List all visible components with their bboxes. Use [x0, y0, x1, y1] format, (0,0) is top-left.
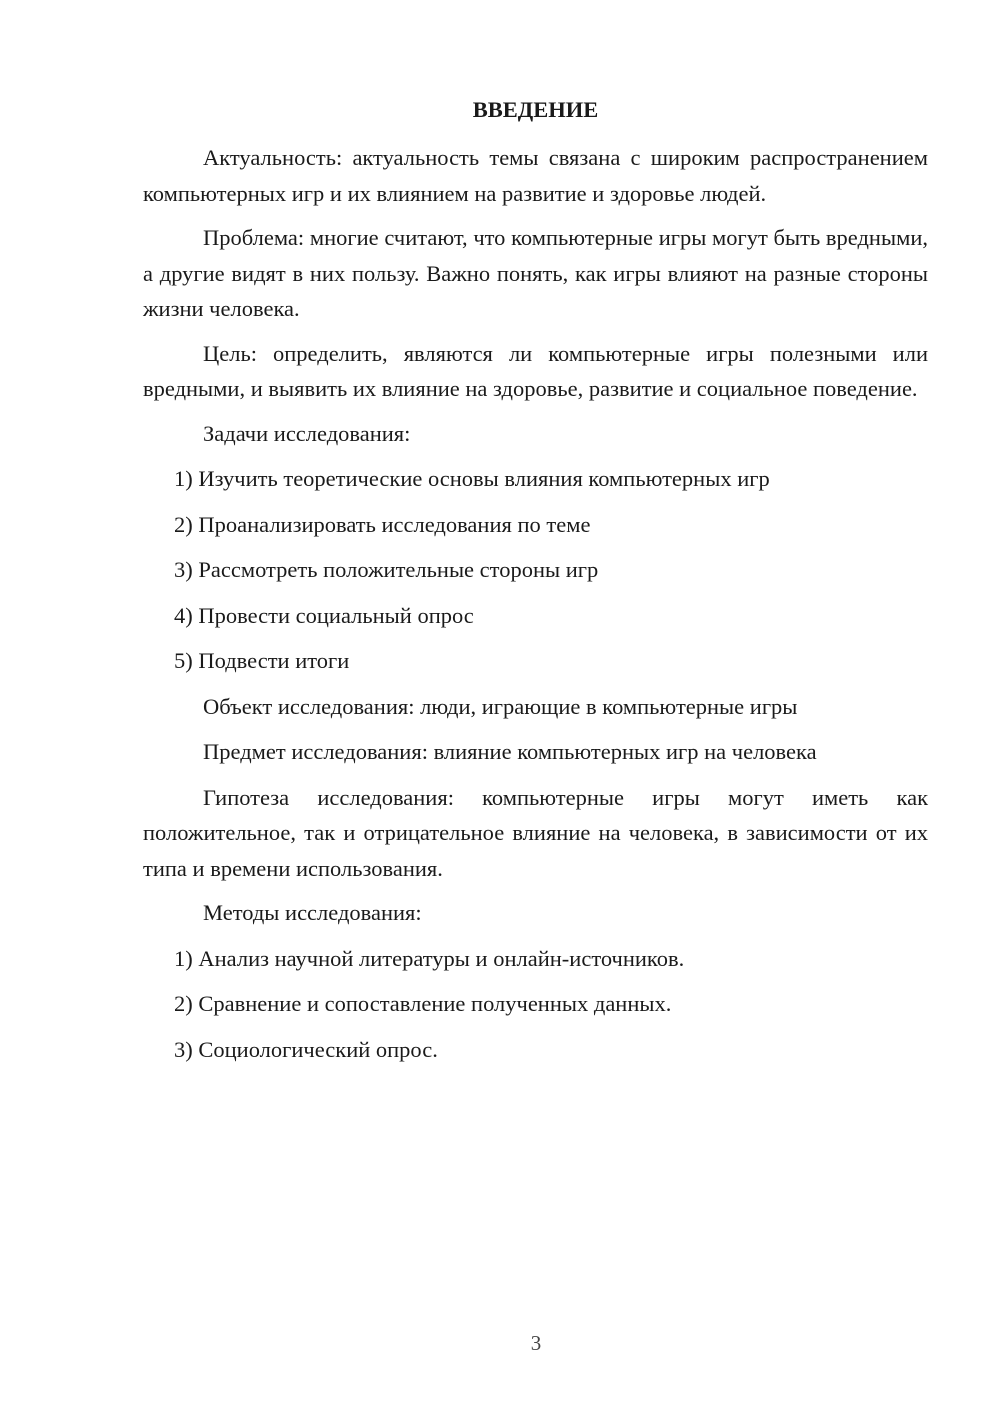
list-item-task: 1) Изучить теоретические основы влияния компьютерных игр [174, 466, 770, 491]
tasks-heading: Задачи исследования: [203, 420, 411, 446]
problem-paragraph: Проблема: многие считают, что компьютерные игры могут быть вредными, а другие видят в них пользу. Важно понять, как игры влияют на разные стороны жизни человека. [143, 225, 928, 321]
list-item-task: 3) Рассмотреть положительные стороны игр [174, 557, 599, 582]
list-item-task: 5) Подвести итоги [174, 648, 350, 673]
relevance-paragraph: Актуальность: актуальность темы связана с широким распространением компьютерных игр и их влиянием на развитие и здоровье людей. [143, 145, 928, 206]
methods-heading: Методы исследования: [203, 900, 422, 925]
list-item-task: 2) Проанализировать исследования по теме [174, 511, 591, 537]
list-item-method: 2) Сравнение и сопоставление полученных данных. [174, 991, 672, 1016]
list-item-task: 4) Провести социальный опрос [174, 602, 474, 628]
list-item-method: 1) Анализ научной литературы и онлайн-источников. [174, 945, 685, 971]
page-number: 3 [530, 1331, 542, 1355]
object-line: Объект исследования: люди, играющие в компьютерные игры [203, 693, 798, 719]
page-title: ВВЕДЕНИЕ [472, 97, 599, 122]
page-content [143, 92, 928, 1077]
subject-line: Предмет исследования: влияние компьютерных игр на человека [203, 739, 817, 764]
list-item-method: 3) Социологический опрос. [174, 1036, 438, 1062]
goal-paragraph: Цель: определить, являются ли компьютерные игры полезными или вредными, и выявить их влияние на здоровье, развитие и социальное поведение. [143, 340, 928, 401]
hypothesis-paragraph: Гипотеза исследования: компьютерные игры могут иметь как положительное, так и отрицательное влияние на человека, в зависимости от их типа и времени использования. [143, 784, 928, 881]
